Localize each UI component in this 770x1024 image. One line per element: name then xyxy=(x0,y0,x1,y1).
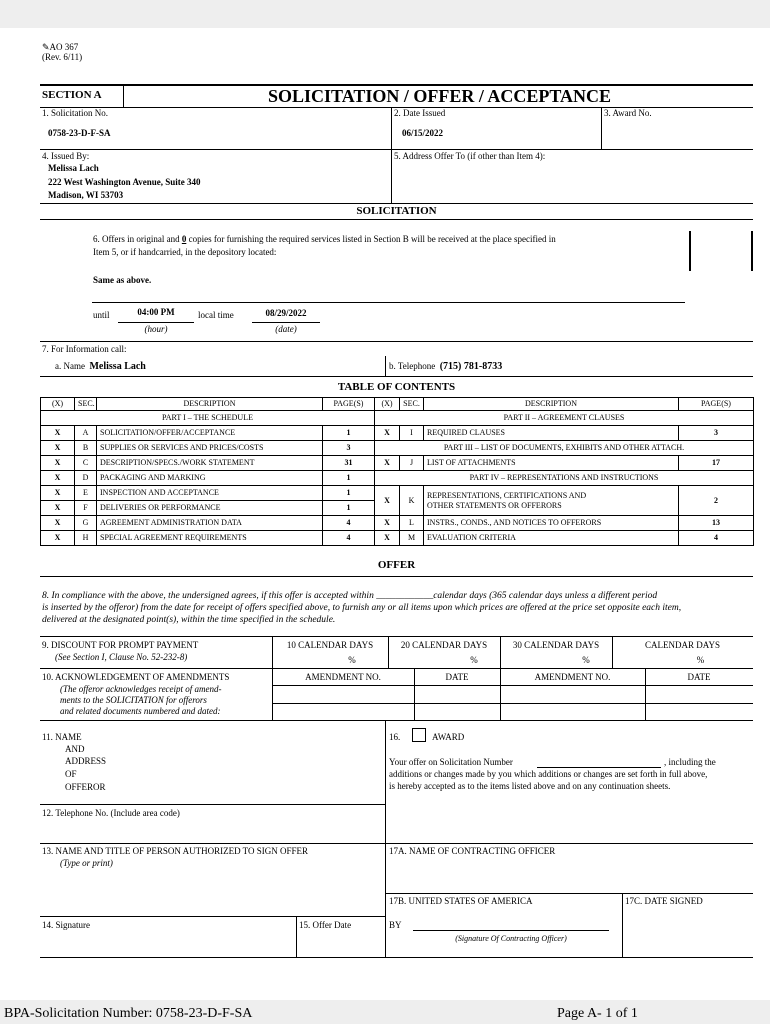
item8-line2: is inserted by the offeror) from the date for receipt of offers specified above, to furnish any or all items upon which prices are offered at the price set opposite each item, xyxy=(42,603,682,613)
issued-by-label: 4. Issued By: xyxy=(42,151,90,161)
rule xyxy=(385,893,753,894)
discount-10-days: 10 CALENDAR DAYS xyxy=(286,640,374,650)
rule xyxy=(40,149,753,150)
discount-sub: (See Section I, Clause No. 52-232-8) xyxy=(55,652,188,662)
rule xyxy=(40,219,753,220)
rule xyxy=(751,231,753,271)
item6-text-line2: Item 5, or if handcarried, in the depository located: xyxy=(93,247,277,257)
form-id: ✎AO 367 xyxy=(42,42,79,52)
rule xyxy=(601,107,602,149)
info-call-label: 7. For Information call: xyxy=(42,344,127,354)
contracting-officer-label: 17A. NAME OF CONTRACTING OFFICER xyxy=(389,846,556,856)
table-row: X B SUPPLIES OR SERVICES AND PRICES/COSTS 3 PART III – LIST OF DOCUMENTS, EXHIBITS AND OTHER ATTACH. xyxy=(41,441,754,456)
rule xyxy=(391,107,392,203)
award-label: AWARD xyxy=(432,732,465,742)
authorized-signer-sub: (Type or print) xyxy=(60,858,113,868)
offeror-label-1: 11. NAME xyxy=(42,732,82,742)
toc-col-description: DESCRIPTION xyxy=(97,398,323,411)
amendments-sub3: and related documents numbered and dated: xyxy=(60,706,221,716)
receipt-date: 08/29/2022 xyxy=(265,308,307,318)
amendment-no-col: AMENDMENT NO. xyxy=(305,672,381,682)
date-issued-value: 06/15/2022 xyxy=(402,128,444,138)
amendment-date-col: DATE xyxy=(445,672,469,682)
toc-part3: PART III – LIST OF DOCUMENTS, EXHIBITS AND OTHER ATTACH. xyxy=(375,441,754,456)
contact-tel-row: b. Telephone (715) 781-8733 xyxy=(389,361,503,372)
rule xyxy=(40,804,385,805)
rule xyxy=(40,576,753,577)
table-row: X C DESCRIPTION/SPECS./WORK STATEMENT 31 X J LIST OF ATTACHMENTS 17 xyxy=(41,456,754,471)
amendments-sub2: ments to the SOLICITATION for offerors xyxy=(60,695,207,705)
edit-mark-icon: ✎ xyxy=(42,42,50,52)
copies-count: 0 xyxy=(181,234,187,244)
rule xyxy=(92,302,685,303)
rule xyxy=(385,843,386,957)
discount-20-pct[interactable]: % xyxy=(470,655,478,665)
offeror-label-3: ADDRESS xyxy=(65,756,107,766)
until-label: until xyxy=(93,310,110,320)
amendment-no-col-2: AMENDMENT NO. xyxy=(534,672,611,682)
rule xyxy=(40,376,753,377)
issued-by-street: 222 West Washington Avenue, Suite 340 xyxy=(48,177,201,187)
offeror-telephone-label: 12. Telephone No. (Include area code) xyxy=(42,808,180,818)
officer-signature-caption: (Signature Of Contracting Officer) xyxy=(455,934,567,943)
offer-date-label: 15. Offer Date xyxy=(299,920,352,930)
table-row: X E INSPECTION AND ACCEPTANCE 1 X K REPRESENTATIONS, CERTIFICATIONS AND OTHER STATEMENTS OR OFFERORS 2 xyxy=(41,486,754,501)
date-caption: (date) xyxy=(275,324,297,334)
date-signed-label: 17C. DATE SIGNED xyxy=(625,896,703,906)
award-line1b: , including the xyxy=(664,757,716,767)
rule xyxy=(40,341,753,342)
award-checkbox[interactable] xyxy=(412,728,426,742)
authorized-signer-label: 13. NAME AND TITLE OF PERSON AUTHORIZED TO SIGN OFFER xyxy=(42,846,309,856)
solicitation-no-value: 0758-23-D-F-SA xyxy=(48,128,111,138)
rule xyxy=(252,322,320,323)
rule xyxy=(118,322,194,323)
page-title: SOLICITATION / OFFER / ACCEPTANCE xyxy=(268,86,612,106)
rule xyxy=(296,916,297,957)
rule xyxy=(123,84,124,108)
contact-name-row: a. Name Melissa Lach xyxy=(55,361,146,372)
table-row: X G AGREEMENT ADMINISTRATION DATA 4 X L INSTRS., CONDS., AND NOTICES TO OFFERORS 13 xyxy=(41,516,754,531)
table-row: X A SOLICITATION/OFFER/ACCEPTANCE 1 X I REQUIRED CLAUSES 3 xyxy=(41,426,754,441)
amendments-label: 10. ACKNOWLEDGEMENT OF AMENDMENTS xyxy=(42,672,230,682)
signature-label: 14. Signature xyxy=(42,920,90,930)
footer-solicitation-number: BPA-Solicitation Number: 0758-23-D-F-SA xyxy=(4,1006,253,1021)
table-row: X D PACKAGING AND MARKING 1 PART IV – REPRESENTATIONS AND INSTRUCTIONS xyxy=(41,471,754,486)
discount-x-pct[interactable]: % xyxy=(696,655,705,665)
table-row: X F DELIVERIES OR PERFORMANCE 1 xyxy=(41,501,754,516)
hour-caption: (hour) xyxy=(144,324,168,334)
rule xyxy=(689,231,691,271)
date-issued-label: 2. Date Issued xyxy=(394,108,446,118)
contact-telephone: (715) 781-8733 xyxy=(439,361,503,372)
discount-x-days: CALENDAR DAYS xyxy=(645,640,720,650)
address-offer-to-label: 5. Address Offer To (if other than Item 4): xyxy=(394,151,546,161)
rule xyxy=(40,957,753,958)
toc-k-description: REPRESENTATIONS, CERTIFICATIONS AND OTHER STATEMENTS OR OFFERORS xyxy=(424,486,679,516)
item8-line1: 8. In compliance with the above, the undersigned agrees, if this offer is accepted within ____________calendar days (365 calendar days unless a different period xyxy=(42,591,658,601)
toc-part1: PART I – THE SCHEDULE xyxy=(41,411,375,426)
award-line2: additions or changes made by you which additions or changes are set forth in full above, xyxy=(389,769,708,779)
item8-line3: delivered at the designated point(s), within the time specified in the schedule. xyxy=(42,615,336,625)
amendment-date-col-2: DATE xyxy=(687,672,711,682)
rule xyxy=(40,636,753,637)
top-band xyxy=(0,0,770,28)
award-no-label: 3. Award No. xyxy=(604,108,652,118)
toc-part2: PART II – AGREEMENT CLAUSES xyxy=(375,411,754,426)
issued-by-city: Madison, WI 53703 xyxy=(48,190,124,200)
discount-30-pct[interactable]: % xyxy=(582,655,590,665)
form-revision: (Rev. 6/11) xyxy=(42,52,83,62)
contact-name: Melissa Lach xyxy=(89,361,146,372)
award-num: 16. xyxy=(389,732,401,742)
rule xyxy=(40,916,385,917)
toc-col-x: (X) xyxy=(375,398,400,411)
award-line1a: Your offer on Solicitation Number xyxy=(389,757,513,767)
rule xyxy=(537,767,661,768)
rule xyxy=(40,843,753,844)
toc-col-pages: PAGE(S) xyxy=(679,398,754,411)
section-label: SECTION A xyxy=(42,89,102,101)
local-time-label: local time xyxy=(198,310,234,320)
rule xyxy=(40,668,753,669)
solicitation-no-label: 1. Solicitation No. xyxy=(42,108,108,118)
award-line3: is hereby accepted as to the items listed above and on any continuation sheets. xyxy=(389,781,671,791)
rule xyxy=(272,685,753,686)
by-label: BY xyxy=(389,920,402,930)
item6-text-line1: 6. Offers in original and 0 copies for furnishing the required services listed in Section B will be received at the place specified in xyxy=(93,234,556,244)
discount-10-pct[interactable]: % xyxy=(348,655,356,665)
usa-label: 17B. UNITED STATES OF AMERICA xyxy=(389,896,533,906)
rule xyxy=(385,720,386,844)
discount-30-days: 30 CALENDAR DAYS xyxy=(512,640,600,650)
rule xyxy=(622,893,623,957)
offeror-label-2: AND xyxy=(65,744,85,754)
toc-col-x: (X) xyxy=(41,398,75,411)
discount-20-days: 20 CALENDAR DAYS xyxy=(400,640,488,650)
toc-col-sec: SEC. xyxy=(75,398,97,411)
toc-heading: TABLE OF CONTENTS xyxy=(337,381,456,393)
toc-part4: PART IV – REPRESENTATIONS AND INSTRUCTIONS xyxy=(375,471,754,486)
rule xyxy=(413,930,609,931)
solicitation-heading: SOLICITATION xyxy=(356,205,437,217)
toc-col-sec: SEC. xyxy=(400,398,424,411)
offer-heading: OFFER xyxy=(377,559,416,571)
toc-col-pages: PAGE(S) xyxy=(323,398,375,411)
depository-location: Same as above. xyxy=(93,275,152,285)
rule xyxy=(385,356,386,376)
discount-label: 9. DISCOUNT FOR PROMPT PAYMENT xyxy=(42,640,199,650)
receipt-time: 04:00 PM xyxy=(137,307,175,317)
offeror-label-4: OF xyxy=(65,769,77,779)
offeror-label-5: OFFEROR xyxy=(65,782,106,792)
table-row: X H SPECIAL AGREEMENT REQUIREMENTS 4 X M EVALUATION CRITERIA 4 xyxy=(41,531,754,546)
toc-table xyxy=(40,397,754,546)
toc-col-description: DESCRIPTION xyxy=(424,398,679,411)
amendments-sub1: (The offeror acknowledges receipt of amend- xyxy=(60,684,222,694)
rule xyxy=(272,703,753,704)
issued-by-name: Melissa Lach xyxy=(48,163,99,173)
footer-page-number: Page A- 1 of 1 xyxy=(557,1006,638,1021)
rule xyxy=(40,720,753,721)
